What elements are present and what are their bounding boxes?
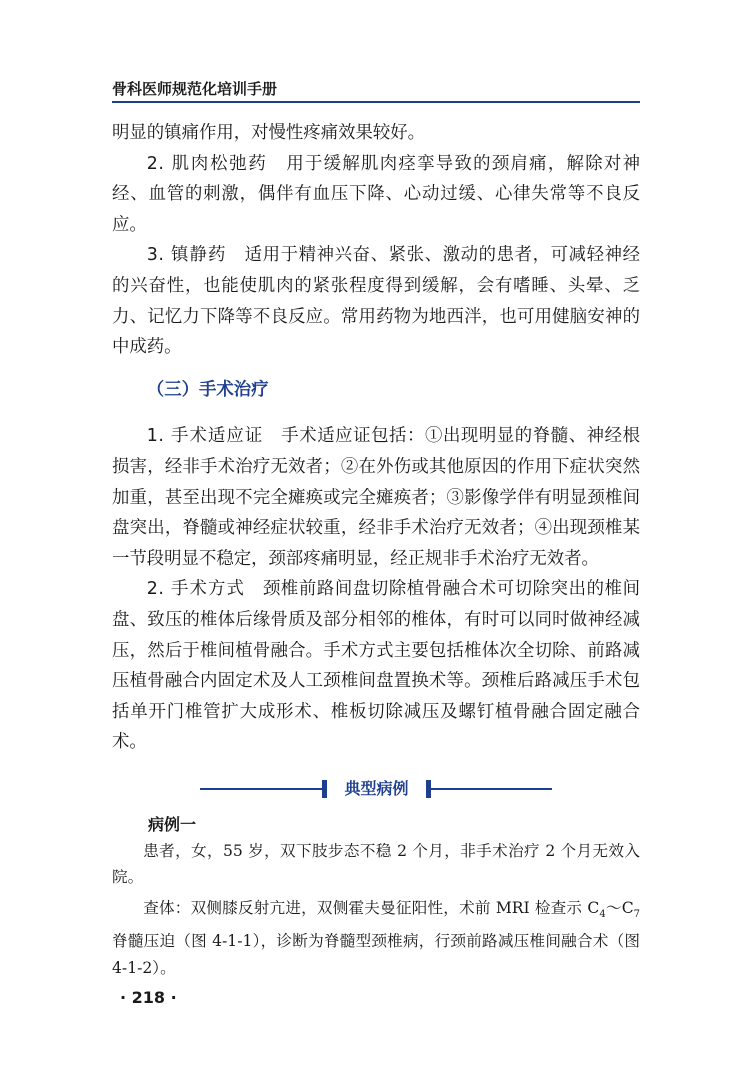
paragraph-surgical-methods xyxy=(112,574,640,758)
case-exam-sub-1: 4 xyxy=(599,908,606,920)
paragraph-indications xyxy=(112,421,640,574)
case-exam-text-a: 查体：双侧膝反射亢进，双侧霍夫曼征阳性，术前 MRI 检查示 C xyxy=(143,898,600,917)
paragraph-indications-text: 手术适应证包括：①出现明显的脊髓、神经根损害，经非手术治疗无效者；②在外伤或其他原因的作用下症状突然加重，甚至出现不完全瘫痪或完全瘫痪者；③影像学伴有明显颈椎间盘突出，脊髓或神经症状较重，经非手术治疗无效者；④出现颈椎某一节段明显不稳定，颈部疼痛明显，经正规非手术治疗无效者。 xyxy=(112,426,640,569)
paragraph-sedative-text: 适用于精神兴奋、紧张、激动的患者，可减轻神经的兴奋性，也能使肌肉的紧张程度得到缓解，会有嗜睡、头晕、乏力、记忆力下降等不良反应。常用药物为地西泮，也可用健脑安神的中成药。 xyxy=(112,245,640,358)
header-rule xyxy=(112,101,640,103)
term-indications: 1. 手术适应证 xyxy=(146,426,264,447)
case-title: 病例一 xyxy=(148,815,197,834)
case-history: 患者，女，55 岁，双下肢步态不稳 2 个月，非手术治疗 2 个月无效入院。 xyxy=(112,842,640,887)
typical-case-banner xyxy=(200,776,552,802)
paragraph-sedative xyxy=(112,240,640,362)
case-exam xyxy=(112,895,640,981)
banner-right-line xyxy=(431,788,552,790)
case-exam-sub-2: 7 xyxy=(633,908,641,920)
section-heading-surgery: （三）手术治疗 xyxy=(146,379,269,400)
main-text xyxy=(112,118,640,758)
page-number: · 218 · xyxy=(120,988,177,1007)
banner-left-line xyxy=(200,788,322,790)
term-muscle-relaxant: 2. 肌肉松弛药 xyxy=(146,153,268,174)
case-body xyxy=(112,838,640,985)
case-exam-text-mid: ～C xyxy=(605,898,634,917)
running-header: 骨科医师规范化培训手册 xyxy=(112,80,278,98)
term-sedative: 3. 镇静药 xyxy=(146,245,227,266)
case-exam-text-b: 脊髓压迫（图 4-1-1），诊断为脊髓型颈椎病，行颈前路减压椎间融合术（图 4-1-2）。 xyxy=(112,932,640,977)
term-surgical-methods: 2. 手术方式 xyxy=(146,579,245,600)
paragraph-continuation: 明显的镇痛作用，对慢性疼痛效果较好。 xyxy=(112,123,426,143)
paragraph-surgical-methods-text: 颈椎前路间盘切除植骨融合术可切除突出的椎间盘、致压的椎体后缘骨质及部分相邻的椎体，有时可以同时做神经减压，然后于椎间植骨融合。手术方式主要包括椎体次全切除、前路减压植骨融合内固定术及人工颈椎间盘置换术等。颈椎后路减压手术包括单开门椎管扩大成形术、椎板切除减压及螺钉植骨融合固定融合术。 xyxy=(112,579,640,753)
banner-title: 典型病例 xyxy=(344,779,409,798)
paragraph-muscle-relaxant xyxy=(112,149,640,241)
paragraph-muscle-relaxant-text: 用于缓解肌肉痉挛导致的颈肩痛，解除对神经、血管的刺激，偶伴有血压下降、心动过缓、心律失常等不良反应。 xyxy=(112,153,640,235)
